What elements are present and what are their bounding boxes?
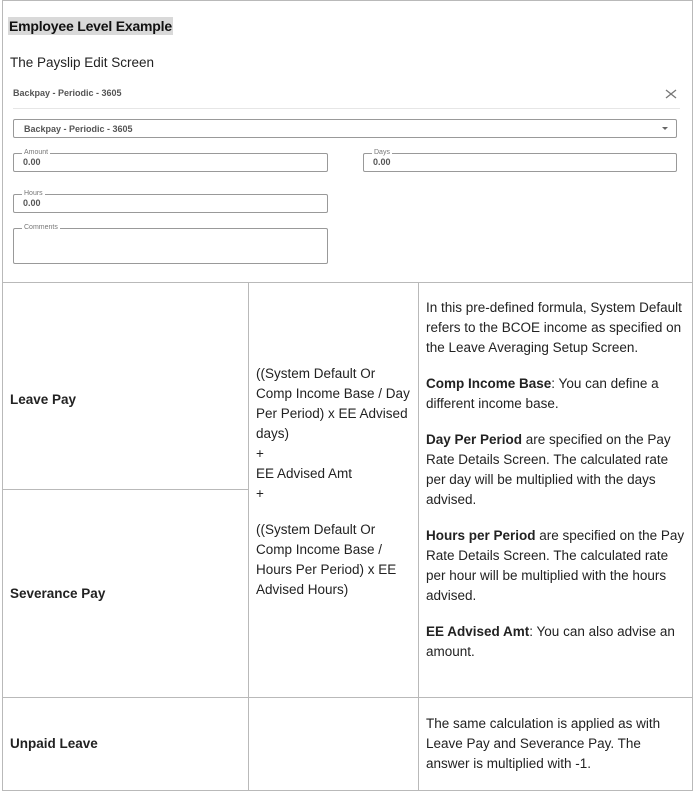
close-icon[interactable] <box>663 86 679 102</box>
section-subheading: The Payslip Edit Screen <box>10 55 155 70</box>
description-paragraph: Hours per Period are specified on the Pay Rate Details Screen. The calculated rate per hour will be multiplied with the hours advised. <box>426 528 685 603</box>
amount-value: 0.00 <box>23 157 41 167</box>
description-paragraph: In this pre-defined formula, System Default refers to the BCOE income as specified on the Leave Averaging Setup Screen. <box>426 300 682 355</box>
term-comp-income-base: Comp Income Base <box>426 376 552 391</box>
description-paragraph: Day Per Period are specified on the Pay Rate Details Screen. The calculated rate per day will be multiplied with the days advised. <box>426 432 671 507</box>
term-hours-per-period: Hours per Period <box>426 528 536 543</box>
days-value: 0.00 <box>373 157 391 167</box>
formula-advised-amount: EE Advised Amt <box>256 466 353 481</box>
section-heading: Employee Level Example <box>9 18 172 34</box>
formula-plus: + <box>256 486 264 501</box>
description-paragraph: Comp Income Base: You can define a different income base. <box>426 376 659 411</box>
payslip-dialog-title: Backpay - Periodic - 3605 <box>13 88 122 98</box>
description-cell <box>426 298 688 678</box>
row-label-severance-pay: Severance Pay <box>10 586 106 601</box>
formula-hourly: ((System Default Or Comp Income Base / Hours Per Period) x EE Advised Hours) <box>256 522 397 597</box>
chevron-down-icon <box>662 127 668 130</box>
table-top-border <box>2 282 693 283</box>
amount-label: Amount <box>24 149 49 156</box>
comments-label: Comments <box>24 224 58 231</box>
description-paragraph: EE Advised Amt: You can also advise an amount. <box>426 624 675 659</box>
term-day-per-period: Day Per Period <box>426 432 523 447</box>
pay-item-select[interactable] <box>13 119 677 138</box>
table-column-divider <box>248 282 249 791</box>
hours-label: Hours <box>24 190 43 197</box>
days-label: Days <box>374 149 390 156</box>
formula-plus: + <box>256 446 264 461</box>
dialog-divider <box>13 108 680 109</box>
unpaid-description: The same calculation is applied as with Leave Pay and Severance Pay. The answer is multiplied with -1. <box>426 716 661 771</box>
row-label-leave-pay: Leave Pay <box>10 392 77 407</box>
table-row-divider <box>2 489 248 490</box>
term-ee-advised-amt: EE Advised Amt <box>426 624 530 639</box>
days-field[interactable] <box>363 149 677 172</box>
row-label-unpaid-leave: Unpaid Leave <box>10 736 98 751</box>
hours-value: 0.00 <box>23 198 41 208</box>
amount-field[interactable] <box>13 149 328 172</box>
hours-field[interactable] <box>13 190 328 213</box>
table-column-divider <box>418 282 419 791</box>
comments-field[interactable] <box>13 224 328 264</box>
formula-cell <box>256 364 414 600</box>
pay-item-select-value: Backpay - Periodic - 3605 <box>24 124 133 134</box>
table-row-divider <box>2 697 693 698</box>
formula-daily: ((System Default Or Comp Income Base / Day Per Period) x EE Advised days) <box>256 366 410 441</box>
